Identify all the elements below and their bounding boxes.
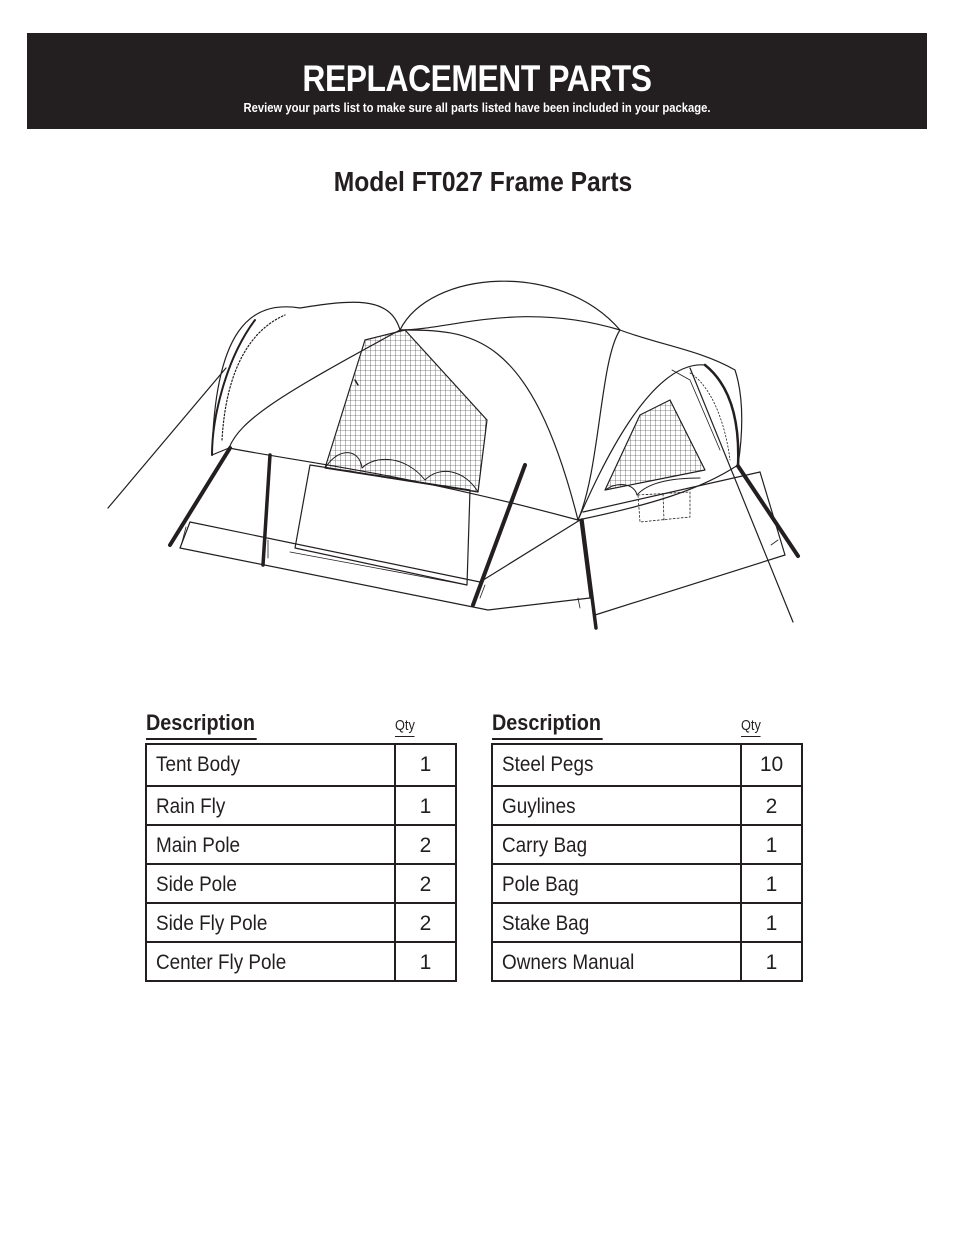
table-row [493, 745, 801, 785]
part-qty: 2 [419, 834, 432, 857]
part-qty: 1 [765, 834, 778, 857]
table-row [147, 785, 455, 824]
part-description: Carry Bag [493, 826, 742, 863]
table-row [493, 863, 801, 902]
parts-rows [491, 743, 803, 982]
table-row [147, 941, 455, 980]
table-row [147, 745, 455, 785]
dome-tent-illustration [100, 270, 810, 635]
table-row [147, 902, 455, 941]
model-title: Model FT027 Frame Parts [333, 166, 633, 197]
part-qty: 2 [765, 795, 778, 818]
part-qty: 1 [765, 951, 778, 974]
part-description: Stake Bag [493, 904, 742, 941]
part-description: Side Fly Pole [147, 904, 396, 941]
table-row [493, 785, 801, 824]
part-description: Owners Manual [493, 943, 742, 980]
parts-rows [145, 743, 457, 982]
part-description: Main Pole [147, 826, 396, 863]
table-row [147, 824, 455, 863]
table-row [493, 902, 801, 941]
part-description: Steel Pegs [493, 745, 742, 785]
header-banner [27, 33, 927, 129]
table-row [147, 863, 455, 902]
part-qty: 1 [419, 795, 432, 818]
description-header: Description [146, 708, 257, 740]
page-title: REPLACEMENT PARTS [302, 58, 652, 99]
part-description: Pole Bag [493, 865, 742, 902]
part-description: Tent Body [147, 745, 396, 785]
part-description: Side Pole [147, 865, 396, 902]
part-description: Guylines [493, 787, 742, 824]
part-qty: 1 [765, 873, 778, 896]
part-qty: 2 [419, 912, 432, 935]
table-row [493, 824, 801, 863]
qty-header: Qty [395, 716, 415, 737]
part-qty: 2 [419, 873, 432, 896]
part-qty: 1 [765, 912, 778, 935]
part-qty: 1 [419, 753, 432, 776]
part-description: Rain Fly [147, 787, 396, 824]
table-row [493, 941, 801, 980]
description-header: Description [492, 708, 603, 740]
part-qty: 1 [419, 951, 432, 974]
left-guyline [108, 368, 226, 508]
part-description: Center Fly Pole [147, 943, 396, 980]
part-qty: 10 [759, 753, 784, 776]
page-subtitle: Review your parts list to make sure all parts listed have been included in your package. [243, 101, 711, 115]
qty-header: Qty [741, 716, 761, 737]
